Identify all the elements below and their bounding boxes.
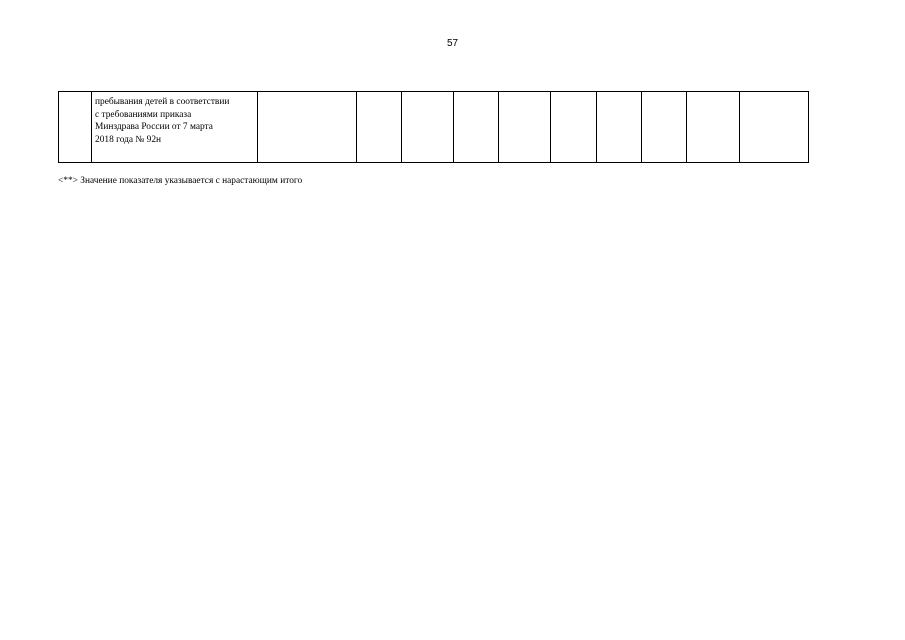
value-cell: [454, 92, 499, 163]
row-index-cell: [59, 92, 92, 163]
value-cell: [687, 92, 740, 163]
description-line: с требованиями приказа: [95, 109, 192, 120]
description-line: Минздрава России от 7 марта: [95, 122, 213, 132]
indicator-table: [58, 91, 809, 163]
description-line: пребывания детей в соответствии: [95, 97, 230, 107]
value-cell: [642, 92, 687, 163]
value-cell: [551, 92, 597, 163]
page-number: 57: [446, 38, 459, 49]
value-cell: [499, 92, 551, 163]
description-line: 2018 года № 92н: [95, 134, 162, 145]
value-cell: [258, 92, 357, 163]
value-cell: [357, 92, 402, 163]
value-cell: [402, 92, 454, 163]
indicator-description-cell: [92, 92, 258, 163]
table-row: [59, 92, 809, 163]
footnote: <**> Значение показателя указывается с нарастающим итого: [58, 176, 303, 186]
value-cell: [740, 92, 809, 163]
value-cell: [597, 92, 642, 163]
